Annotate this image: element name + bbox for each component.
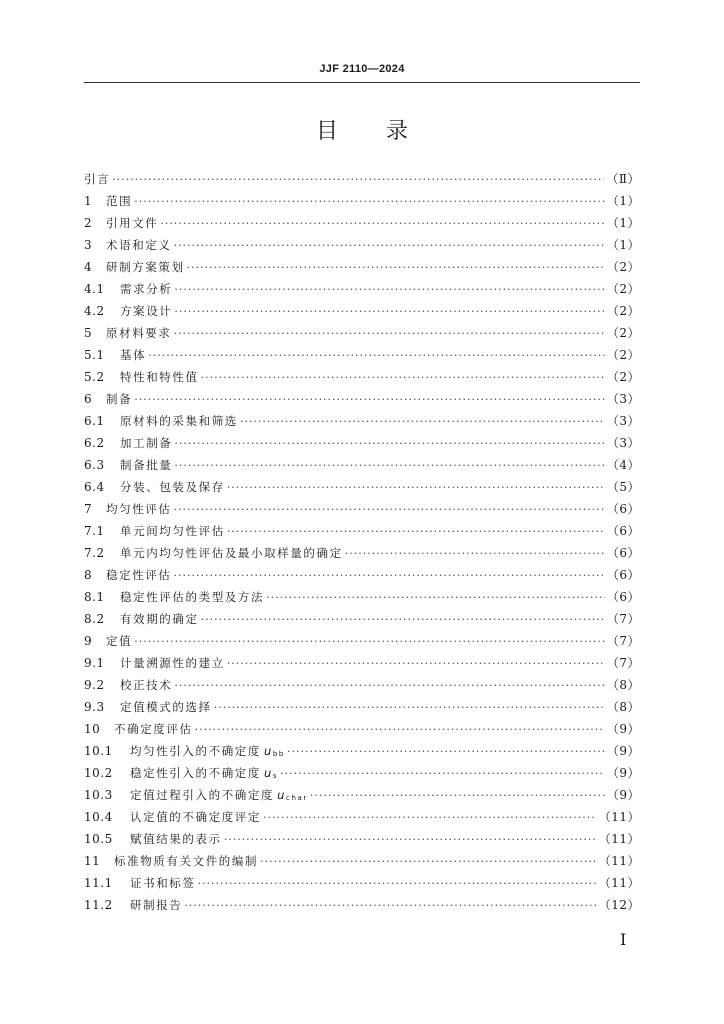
toc-entry-title-text: 稳定性评估 — [106, 568, 172, 582]
title-char-2: 录 — [386, 119, 409, 144]
toc-entry-title — [106, 190, 132, 212]
toc-entry-title — [120, 300, 172, 322]
toc-entry-title-text: 方案设计 — [120, 304, 173, 318]
header-rule — [84, 82, 640, 83]
toc-entry-number: 9 — [84, 634, 93, 648]
toc-entry-title-text: 不确定度评估 — [114, 722, 193, 736]
dot-leader — [263, 807, 597, 829]
toc-entry-title-text: 制备 — [106, 392, 133, 406]
toc-entry-page: （1） — [606, 194, 640, 208]
toc-entry-page: （7） — [606, 612, 640, 626]
toc-entry-page: （6） — [606, 590, 640, 604]
toc-entry-title — [106, 322, 172, 344]
toc-entry-number: 4.1 — [84, 282, 105, 296]
toc-entry[interactable] — [84, 586, 640, 608]
toc-entry[interactable] — [84, 608, 640, 630]
dot-leader — [174, 323, 605, 345]
dot-leader — [134, 389, 605, 411]
toc-entry-title — [120, 454, 172, 476]
toc-entry-title — [106, 388, 132, 410]
page-number: I — [620, 930, 627, 949]
toc-entry-page: （2） — [606, 326, 640, 340]
toc-entry-title-text: 制备批量 — [120, 458, 173, 472]
toc-entry-title — [130, 806, 261, 828]
toc-entry[interactable] — [84, 300, 640, 322]
dot-leader — [198, 873, 597, 895]
toc-entry-page: （Ⅱ） — [606, 172, 640, 186]
toc-entry-page: （7） — [606, 656, 640, 670]
toc-entry-title — [106, 256, 185, 278]
uncertainty-symbol: u — [264, 744, 273, 758]
toc-entry-title — [120, 344, 146, 366]
toc-entry-number: 9.3 — [84, 700, 105, 714]
toc-entry-title — [106, 212, 158, 234]
toc-entry-title-text: 校正技术 — [120, 678, 173, 692]
document-code: JJF 2110—2024 — [319, 63, 405, 75]
dot-leader — [184, 895, 596, 917]
toc-entry-page: （6） — [606, 524, 640, 538]
toc-entry-page: （11） — [598, 854, 640, 868]
toc-entry-page: （5） — [606, 480, 640, 494]
toc-entry-number: 6.2 — [84, 436, 105, 450]
toc-entry-number: 2 — [84, 216, 93, 230]
toc-entry[interactable] — [84, 520, 640, 542]
toc-entry-title-text: 引言 — [84, 172, 111, 186]
toc-entry-title-text: 基体 — [120, 348, 147, 362]
toc-entry-number: 6 — [84, 392, 93, 406]
toc-entry-title — [130, 872, 196, 894]
toc-entry-number: 10.1 — [84, 744, 113, 758]
toc-entry-number: 6.4 — [84, 480, 105, 494]
toc-entry[interactable] — [84, 542, 640, 564]
toc-entry-number: 6.1 — [84, 414, 105, 428]
toc-entry-title-text: 需求分析 — [120, 282, 173, 296]
toc-entry-title-text: 特性和特性值 — [120, 370, 199, 384]
toc-entry[interactable] — [84, 454, 640, 476]
toc-entry-title — [120, 542, 343, 564]
toc-entry[interactable] — [84, 564, 640, 586]
toc-entry-page: （6） — [606, 502, 640, 516]
uncertainty-subscript: bb — [272, 750, 285, 758]
toc-entry-title — [114, 718, 193, 740]
toc-entry-number: 10.2 — [84, 766, 113, 780]
dot-leader — [280, 763, 605, 785]
toc-entry-number: 1 — [84, 194, 93, 208]
toc-entry-title — [106, 498, 172, 520]
dot-leader — [201, 609, 605, 631]
toc-entry-title — [120, 476, 225, 498]
toc-entry-title — [130, 828, 222, 850]
toc-entry-title — [84, 168, 110, 190]
toc-entry-page: （1） — [606, 216, 640, 230]
toc-entry-page: （11） — [598, 810, 640, 824]
toc-entry-page: （3） — [606, 414, 640, 428]
toc-entry[interactable] — [84, 322, 640, 344]
toc-entry-page: （3） — [606, 392, 640, 406]
toc-entry-number: 3 — [84, 238, 93, 252]
toc-entry-title — [120, 278, 172, 300]
toc-entry-title — [106, 564, 172, 586]
toc-entry-number: 7 — [84, 502, 93, 516]
toc-entry[interactable] — [84, 850, 640, 872]
toc-entry[interactable] — [84, 696, 640, 718]
toc-entry-number: 9.2 — [84, 678, 105, 692]
toc-entry-number: 10.5 — [84, 832, 113, 846]
toc-entry-title-text: 原材料要求 — [106, 326, 172, 340]
toc-entry[interactable] — [84, 256, 640, 278]
dot-leader — [134, 631, 605, 653]
dot-leader — [134, 191, 605, 213]
toc-entry[interactable] — [84, 740, 640, 762]
toc-entry-title-text: 赋值结果的表示 — [130, 832, 222, 846]
toc-entry-page: （9） — [606, 722, 640, 736]
toc-entry[interactable] — [84, 366, 640, 388]
toc-entry-number: 5.2 — [84, 370, 105, 384]
toc-entry[interactable] — [84, 388, 640, 410]
toc-entry-number: 8.1 — [84, 590, 105, 604]
toc-entry-title-text: 定值过程引入的不确定度 — [130, 788, 275, 802]
dot-leader — [174, 301, 604, 323]
toc-entry-number: 11.1 — [84, 876, 113, 890]
dot-leader — [160, 213, 604, 235]
dot-leader — [112, 169, 604, 191]
toc-entry-title-text: 范围 — [106, 194, 133, 208]
page-title — [0, 114, 724, 145]
dot-leader — [201, 367, 605, 389]
toc-entry[interactable] — [84, 762, 640, 784]
toc-entry[interactable] — [84, 432, 640, 454]
dot-leader — [310, 785, 605, 807]
uncertainty-symbol: u — [277, 788, 286, 802]
toc-entry-title — [120, 366, 199, 388]
toc-entry-title — [130, 894, 182, 916]
toc-entry-title — [120, 586, 264, 608]
toc-entry-number: 7.1 — [84, 524, 105, 538]
toc-entry[interactable] — [84, 652, 640, 674]
toc-entry-number: 7.2 — [84, 546, 105, 560]
table-of-contents — [84, 168, 640, 916]
toc-entry-page: （11） — [598, 876, 640, 890]
toc-entry-number: 8 — [84, 568, 93, 582]
dot-leader — [240, 411, 605, 433]
title-char-1: 目 — [315, 119, 338, 144]
toc-entry-page: （11） — [598, 832, 640, 846]
dot-leader — [195, 719, 605, 741]
dot-leader — [227, 477, 605, 499]
toc-entry-page: （12） — [598, 898, 640, 912]
toc-entry-title-text: 研制方案策划 — [106, 260, 185, 274]
toc-entry-title-text: 稳定性引入的不确定度 — [130, 766, 261, 780]
toc-entry-title-text: 定值 — [106, 634, 133, 648]
toc-entry-title-text: 单元间均匀性评估 — [120, 524, 225, 538]
toc-entry-number: 11 — [84, 854, 101, 868]
toc-entry-title — [106, 630, 132, 652]
toc-entry[interactable] — [84, 344, 640, 366]
toc-entry-page: （6） — [606, 546, 640, 560]
toc-entry-number: 10.4 — [84, 810, 113, 824]
toc-entry[interactable] — [84, 234, 640, 256]
toc-entry-number: 8.2 — [84, 612, 105, 626]
uncertainty-symbol: u — [264, 766, 273, 780]
dot-leader — [345, 543, 605, 565]
toc-entry-number: 9.1 — [84, 656, 105, 670]
uncertainty-subscript: char — [286, 794, 308, 802]
toc-entry-title-text: 有效期的确定 — [120, 612, 199, 626]
toc-entry-page: （9） — [606, 766, 640, 780]
toc-entry-title — [120, 520, 225, 542]
toc-entry-title-text: 原材料的采集和筛选 — [120, 414, 238, 428]
dot-leader — [214, 697, 605, 719]
toc-entry-page: （6） — [606, 568, 640, 582]
toc-entry-title-text: 均匀性引入的不确定度 — [130, 744, 261, 758]
dot-leader — [287, 741, 605, 763]
toc-entry-title-text: 引用文件 — [106, 216, 159, 230]
dot-leader — [260, 851, 597, 873]
toc-entry-title — [120, 696, 212, 718]
toc-entry-title-text: 证书和标签 — [130, 876, 196, 890]
toc-entry-title-text: 分装、包装及保存 — [120, 480, 225, 494]
toc-entry-title-text: 单元内均匀性评估及最小取样量的确定 — [120, 546, 343, 560]
toc-entry-page: （2） — [606, 304, 640, 318]
toc-entry[interactable] — [84, 278, 640, 300]
dot-leader — [187, 257, 605, 279]
toc-entry[interactable] — [84, 828, 640, 850]
toc-entry[interactable] — [84, 674, 640, 696]
toc-entry-title-text: 定值模式的选择 — [120, 700, 212, 714]
toc-entry-page: （9） — [606, 788, 640, 802]
toc-entry-number: 5 — [84, 326, 93, 340]
dot-leader — [224, 829, 597, 851]
toc-entry-page: （2） — [606, 370, 640, 384]
dot-leader — [174, 499, 605, 521]
toc-entry-number: 11.2 — [84, 898, 113, 912]
toc-entry[interactable] — [84, 212, 640, 234]
toc-entry[interactable] — [84, 872, 640, 894]
toc-entry-title-text: 计量溯源性的建立 — [120, 656, 225, 670]
toc-entry-title-text: 认定值的不确定度评定 — [130, 810, 261, 824]
dot-leader — [148, 345, 605, 367]
toc-entry-page: （7） — [606, 634, 640, 648]
toc-entry-page: （2） — [606, 282, 640, 296]
toc-entry-title-text: 稳定性评估的类型及方法 — [120, 590, 265, 604]
toc-entry-title-text: 术语和定义 — [106, 238, 172, 252]
toc-entry-page: （2） — [606, 260, 640, 274]
toc-entry[interactable] — [84, 190, 640, 212]
toc-entry-number: 4 — [84, 260, 93, 274]
toc-entry-number: 10 — [84, 722, 101, 736]
toc-entry-page: （3） — [606, 436, 640, 450]
toc-entry-page: （8） — [606, 700, 640, 714]
toc-entry-number: 4.2 — [84, 304, 105, 318]
toc-entry-page: （1） — [606, 238, 640, 252]
toc-entry-title — [120, 652, 225, 674]
uncertainty-subscript: s — [272, 772, 279, 780]
toc-entry-page: （4） — [606, 458, 640, 472]
dot-leader — [227, 521, 605, 543]
toc-entry[interactable] — [84, 410, 640, 432]
toc-entry-title-text: 研制报告 — [130, 898, 183, 912]
toc-entry[interactable] — [84, 806, 640, 828]
dot-leader — [227, 653, 605, 675]
toc-entry-title — [120, 608, 199, 630]
toc-entry[interactable] — [84, 630, 640, 652]
toc-entry-title-text: 均匀性评估 — [106, 502, 172, 516]
dot-leader — [174, 675, 604, 697]
toc-entry-title-text: 加工制备 — [120, 436, 173, 450]
toc-entry-number: 6.3 — [84, 458, 105, 472]
dot-leader — [174, 455, 604, 477]
toc-entry[interactable] — [84, 168, 640, 190]
toc-entry[interactable] — [84, 784, 640, 806]
toc-entry-title — [106, 234, 172, 256]
dot-leader — [174, 235, 605, 257]
toc-entry[interactable] — [84, 718, 640, 740]
dot-leader — [174, 279, 604, 301]
toc-entry-title — [114, 850, 258, 872]
toc-entry-number: 5.1 — [84, 348, 105, 362]
toc-entry-page: （2） — [606, 348, 640, 362]
toc-entry-number: 10.3 — [84, 788, 113, 802]
toc-entry[interactable] — [84, 476, 640, 498]
dot-leader — [266, 587, 605, 609]
toc-entry-title — [120, 410, 238, 432]
toc-entry-title-text: 标准物质有关文件的编制 — [114, 854, 259, 868]
toc-entry-page: （9） — [606, 744, 640, 758]
toc-entry-title — [120, 432, 172, 454]
dot-leader — [174, 565, 605, 587]
toc-entry-page: （8） — [606, 678, 640, 692]
dot-leader — [174, 433, 604, 455]
toc-entry-title — [120, 674, 172, 696]
toc-entry[interactable] — [84, 498, 640, 520]
toc-entry[interactable] — [84, 894, 640, 916]
